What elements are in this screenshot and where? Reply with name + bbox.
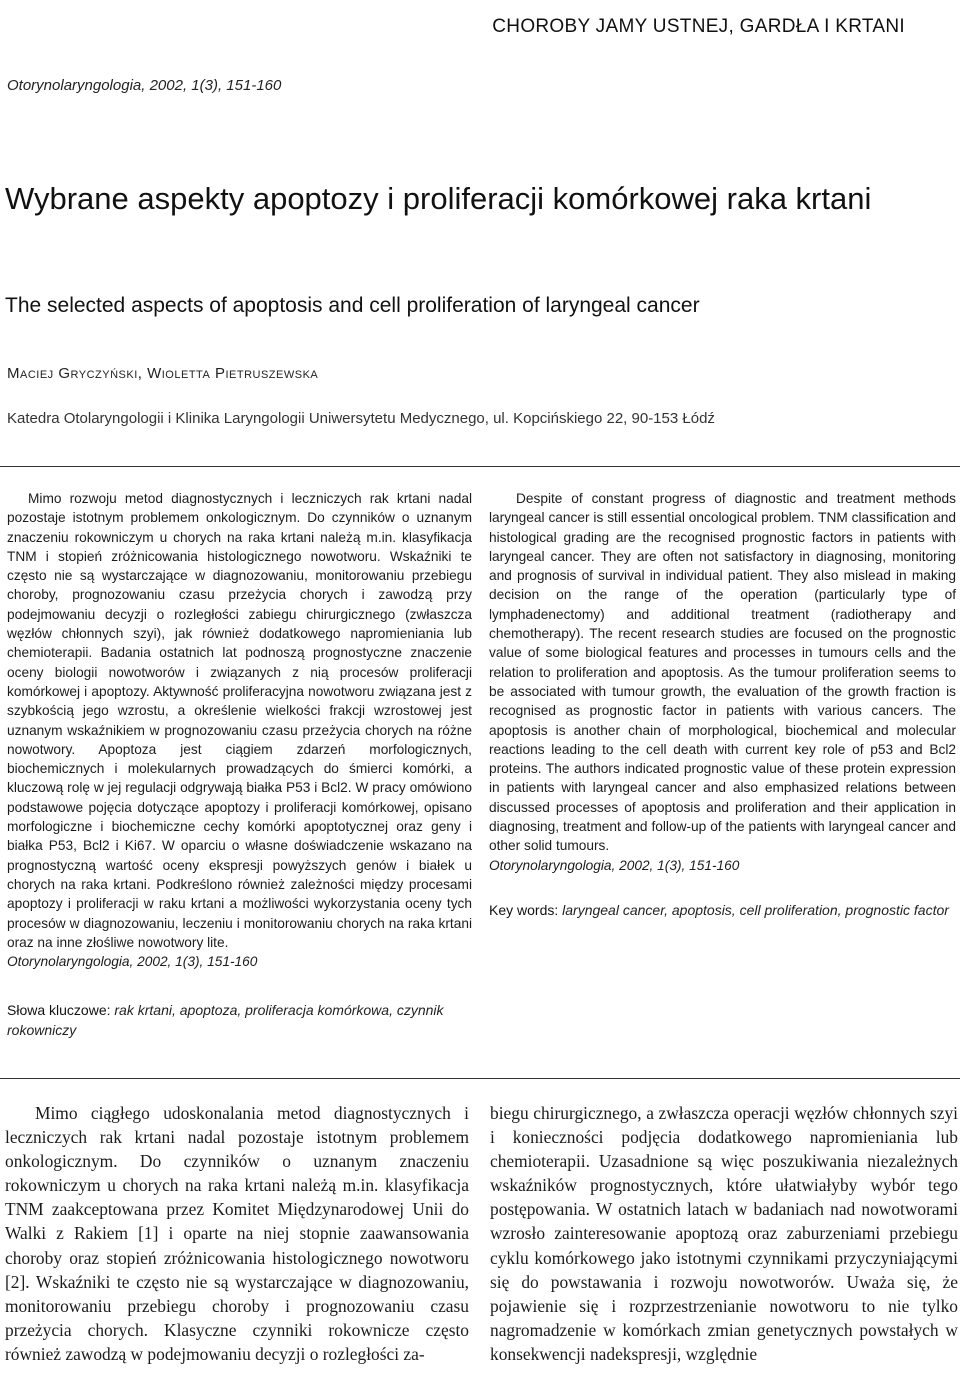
keywords-pl-label: Słowa kluczowe: xyxy=(7,1002,111,1018)
section-header: CHOROBY JAMY USTNEJ, GARDŁA I KRTANI xyxy=(492,16,905,37)
keywords-pl xyxy=(7,1000,477,1040)
keywords-en-label: Key words: xyxy=(489,902,559,918)
abstract-en-body: Despite of constant progress of diagnostic and treatment methods laryngeal cancer is still essential oncological problem. TNM classification and histological grading are the recognised prognostic factors in patients with laryngeal cancer. They are often not satisfactory in diagnosing, monitoring and prognosis of survival in individual patient. They also mislead in making decision on the range of the operation (particularly type of lymphadenectomy) and additional treatment (radiotherapy and chemotherapy). The recent research studies are focused on the prognostic value of some biological features and processes in tumours cells and the relation to proliferation and apoptosis. As the tumour proliferation seems to be associated with tumour growth, the evaluation of the growth fraction is recognised as prognostic factor in patients with various cancers. The apoptosis is another chain of morphological, biochemical and molecular reactions leading to the cell death with current key role of p53 and Bcl2 proteins. The authors indicated prognostic value of these protein expression in patients with laryngeal cancer and also emphasized relations between discussed processes of apoptosis and proliferation and their application in diagnosing, treatment and follow-up of the patients with laryngeal cancer and other solid tumours. xyxy=(489,491,956,854)
body-column-left: Mimo ciągłego udoskonalania metod diagnostycznych i leczniczych rak krtani nadal pozostaje istotnym problemem onkologicznym. Do czynników o uznanym znaczeniu rokowniczym u chorych na raka krtani należą m.in. klasyfikacja TNM zaakceptowana przez Komitet Międzynarodowej Unii do Walki z Rakiem [1] i oparte na niej stopnie zaawansowania choroby oraz stopień zróżnicowania histologicznego nowotworu [2]. Wskaźniki te często nie są wystarczające w diagnozowaniu, monitorowaniu przebiegu choroby i prognozowaniu czasu przeżycia chorych. Klasyczne czynniki rokownicze często również zawodzą w podejmowaniu decyzji o rozległości za- xyxy=(5,1103,469,1364)
affiliation: Katedra Otolaryngologii i Klinika Laryngologii Uniwersytetu Medycznego, ul. Kopcińskiego 22, 90-153 Łódź xyxy=(7,410,715,427)
abstract-pl xyxy=(7,489,472,971)
authors: Maciej Gryczyński, Wioletta Pietruszewska xyxy=(7,365,319,382)
article-title-en: The selected aspects of apoptosis and cell proliferation of laryngeal cancer xyxy=(5,294,700,317)
body-column-right: biegu chirurgicznego, a zwłaszcza operacji węzłów chłonnych szyi i konieczności podjęcia dodatkowego napromieniania lub chemioterapii. Uzasadnione są więc poszukiwania niezależnych wskaźników prognostycznych, które ułatwiałyby wybór tego postępowania. W ostatnich latach w badaniach nad nowotworami wzrosło zainteresowanie apoptozą oraz zaburzeniami przebiegu cyklu komórkowego jako istotnymi czynnikami przyczyniającymi się do powstawania i rozwoju nowotworów. Uważa się, że pojawienie się i rozprzestrzenianie nowotworu to nie tylko nagromadzenie w komórkach zmian genetycznych powstałych w konsekwencji nadekspresji, względnie xyxy=(490,1103,958,1364)
abstract-en xyxy=(489,489,956,875)
abstract-en-citation: Otorynolaryngologia, 2002, 1(3), 151-160 xyxy=(489,857,740,873)
keywords-pl-text: rak krtani, apoptoza, proliferacja komórkowa, czynnik rokowniczy xyxy=(7,1002,444,1038)
article-title-pl: Wybrane aspekty apoptozy i proliferacji komórkowej raka krtani xyxy=(5,181,872,216)
divider-top xyxy=(0,466,960,467)
divider-bottom xyxy=(0,1078,960,1079)
keywords-en-text: laryngeal cancer, apoptosis, cell proliferation, prognostic factor xyxy=(562,902,949,918)
keywords-en xyxy=(489,900,959,920)
abstract-pl-body: Mimo rozwoju metod diagnostycznych i leczniczych rak krtani nadal pozostaje istotnym problemem onkologicznym. Do czynników o uznanym znaczeniu rokowniczym u chorych na raka krtani należą m.in. klasyfikacja TNM i stopień zróżnicowania histologicznego nowotworu. Wskaźniki te często nie są wystarczające w diagnozowaniu, monitorowaniu przebiegu choroby, prognozowaniu czasu przeżycia chorych i zawodzą przy podejmowaniu decyzji o rozległości zabiegu chirurgicznego (zwłaszcza węzłów chłonnych szyi), jak również dodatkowego napromieniania lub chemioterapii. Badania ostatnich lat podnoszą prognostyczne znaczenie oceny biologii nowotworów i związanych z nią procesów proliferacji komórkowej i apoptozy. Aktywność proliferacyjna nowotworu związana jest z szybkością jego wzrostu, a określenie wielkości frakcji wzrostowej jest uznanym wskaźnikiem w prognozowaniu czasu przeżycia chorych na różne nowotwory. Apoptoza jest ciągiem zdarzeń morfologicznych, biochemicznych i molekularnych prowadzących do śmierci komórki, a kluczową rolę w jej regulacji odgrywają białka P53 i Bcl2. W pracy omówiono podstawowe pojęcia dotyczące apoptozy i proliferacji komórkowej, opisano morfologiczne i biochemiczne cechy komórki apoptotycznej oraz geny i białka P53, Bcl2 i Ki67. W oparciu o własne doświadczenie wskazano na prognostyczną wartość oceny ekspresji powyższych genów i białek u chorych na raka krtani. Podkreślono również zależności między procesami apoptozy i proliferacji w raku krtani a możliwości wykorzystania oceny tych procesów w diagnozowaniu, leczeniu i monitorowaniu chorych na raka krtani oraz na inne złośliwe nowotwory lite. xyxy=(7,491,472,950)
abstract-pl-text xyxy=(7,489,472,971)
journal-citation: Otorynolaryngologia, 2002, 1(3), 151-160 xyxy=(7,77,282,94)
abstract-pl-citation: Otorynolaryngologia, 2002, 1(3), 151-160 xyxy=(7,954,258,970)
abstract-en-text xyxy=(489,489,956,875)
